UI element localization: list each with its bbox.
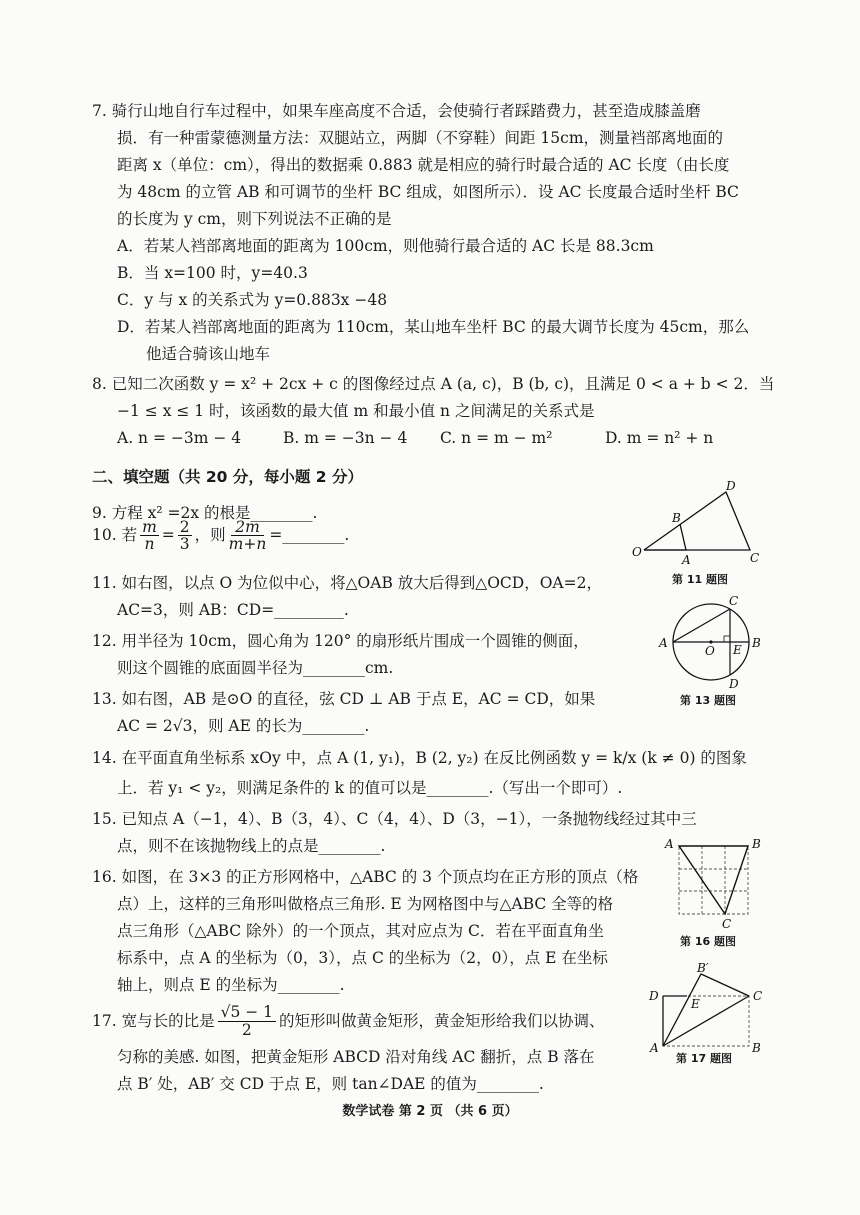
fig17-label-a: A [650,1041,659,1055]
q16-line1: 16. 如图，在 3×3 的正方形网格中，△ABC 的 3 个顶点均在正方形的顶点（格 [92,868,639,886]
q14-line1: 14. 在平面直角坐标系 xOy 中，点 A (1, y₁)，B (2, y₂) 在反比例函数 y = k/x (k ≠ 0) 的图象 [92,749,747,767]
q10-eq: = [161,525,175,544]
fig17-label-c: C [753,989,763,1003]
fig16-caption: 第 16 题图 [680,935,736,948]
q12-line1: 12. 用半径为 10cm，圆心角为 120° 的扇形纸片围成一个圆锥的侧面， [92,632,589,650]
q15-line1: 15. 已知点 A（−1，4）、B（3，4）、C（4，4）、D（3，−1），一条抛物线经过其中三 [92,810,697,828]
fig13-label-c: C [729,594,739,608]
fig17-folded-ab-prime-c [663,974,749,1046]
q10-prefix: 10. 若 [92,525,138,544]
q13-line1: 13. 如右图，AB 是⊙O 的直径，弦 CD ⊥ AB 于点 E，AC = CD，如果 [92,690,596,708]
q10-frac2 [178,519,192,552]
q11-line1: 11. 如右图，以点 O 为位似中心，将△OAB 放大后得到△OCD，OA=2， [92,574,602,592]
fig11-label-o: O [632,545,642,559]
q17-line2: 匀称的美感. 如图，把黄金矩形 ABCD 沿对角线 AC 翻折，点 B 落在 [117,1048,595,1066]
q10-frac3-num: 2m [231,519,264,536]
q17-line3: 点 B′ 处，AB′ 交 CD 于点 E，则 tan∠DAE 的值为________. [117,1075,544,1093]
fig16-grid-lines [679,846,748,914]
q16-line3: 点三角形（△ABC 除外）的一个顶点，其对应点为 C．若在平面直角坐 [117,922,604,940]
section-fill-in-header: 二、填空题（共 20 分，每小题 2 分） [92,468,363,486]
fig17-caption: 第 17 题图 [676,1052,732,1065]
fig13-label-o: O [705,644,715,658]
fig16-label-c: C [722,917,732,931]
fig13-caption: 第 13 题图 [680,694,736,707]
q10-suffix: =________. [269,525,350,544]
q7-option-c: C．y 与 x 的关系式为 y=0.883x −48 [117,291,388,309]
q17-frac-num: √5 − 1 [218,1004,276,1022]
fig13-segment-ac [673,609,730,642]
q17-prefix: 17. 宽与长的比是 [92,1011,215,1030]
q8-line1: 8. 已知二次函数 y = x² + 2cx + c 的图像经过点 A (a, c)，B (b, c)，且满足 0 < a + b < 2．当 [92,375,775,393]
q8-option-c: C. n = m − m² [440,429,553,447]
q7-option-a: A．若某人裆部离地面的距离为 100cm，则他骑行最合适的 AC 长是 88.3cm [117,237,654,255]
page-footer: 数学试卷 第 2 页 （共 6 页） [342,1104,518,1119]
fig16-label-a: A [665,837,674,851]
q16-line5: 轴上，则点 E 的坐标为________. [117,976,345,994]
figure-16-grid [660,832,770,937]
q8-option-a: A. n = −3m − 4 [117,429,242,447]
q8-option-d: D. m = n² + n [605,429,714,447]
q10-frac3 [229,519,267,552]
q17-suffix: 的矩形叫做黄金矩形，黄金矩形给我们以协调、 [279,1011,605,1030]
q10-frac1-den: n [144,534,155,553]
q11-line2: AC=3，则 AB：CD=_________. [117,601,349,619]
q7-option-d-line1: D．若某人裆部离地面的距离为 110cm，某山地车坐杆 BC 的最大调节长度为 45cm，那么 [117,318,750,336]
q10-mid: ，则 [194,525,226,544]
fig11-triangle-ocd [644,492,750,550]
q17-frac-den: 2 [241,1020,252,1039]
q7-option-b: B．当 x=100 时，y=40.3 [117,264,308,282]
q15-line2: 点，则不在该抛物线上的点是________. [117,837,386,855]
fig13-label-d: D [729,677,739,691]
q8-line2: −1 ≤ x ≤ 1 时，该函数的最大值 m 和最小值 n 之间满足的关系式是 [117,402,595,420]
fig17-label-d: D [649,989,659,1003]
figure-17-golden-rectangle [645,960,770,1055]
fig17-label-e: E [691,997,700,1011]
q8-option-b: B. m = −3n − 4 [283,429,408,447]
fig11-label-d: D [726,480,736,493]
q10-frac1 [140,519,159,552]
fig11-caption: 第 11 题图 [672,573,728,586]
q7-option-d-line2: 他适合骑该山地车 [146,345,271,363]
q7-line5: 的长度为 y cm，则下列说法不正确的是 [117,210,392,228]
fig13-label-b: B [752,636,761,650]
q17-frac [218,1004,276,1039]
fig17-label-b: B [752,1041,761,1055]
fig13-label-e: E [733,643,742,657]
q9: 9. 方程 x² =2x 的根是________. [92,504,318,522]
fig13-label-a: A [659,636,668,650]
q16-line2: 点）上，这样的三角形叫做格点三角形. E 为网格图中与△ABC 全等的格 [117,895,614,913]
q10-frac2-num: 2 [179,517,190,536]
fig16-label-b: B [752,837,761,851]
q10-frac1-num: m [142,517,157,536]
fig16-triangle-abc [679,846,748,914]
figure-13-circle [655,592,770,692]
q7-line1: 7. 骑行山地自行车过程中，如果车座高度不合适，会使骑行者踩踏费力，甚至造成膝盖磨 [92,102,701,120]
q10-frac3-den: m+n [228,534,267,553]
fig13-right-angle [724,636,730,642]
fig11-label-a: A [682,553,691,567]
q7-line3: 距离 x（单位：cm），得出的数据乘 0.883 就是相应的骑行时最合适的 AC 长度（由长度 [117,156,730,174]
fig11-label-b: B [672,511,681,525]
q16-line4: 标系中，点 A 的坐标为（0，3），点 C 的坐标为（2，0），点 E 在坐标 [117,949,608,967]
fig16-grid-border [679,846,748,914]
q14-line2: 上．若 y₁ < y₂，则满足条件的 k 的值可以是________.（写出一个即可）. [117,779,623,797]
q13-line2: AC = 2√3，则 AE 的长为________. [117,717,370,735]
q10 [92,515,349,555]
figure-11-triangles [630,480,770,580]
fig17-label-b-prime: B′ [697,961,709,975]
fig11-label-c: C [750,551,760,565]
q12-line2: 则这个圆锥的底面圆半径为________cm. [117,659,394,677]
q17-line1 [92,1000,605,1042]
q7-line2: 损．有一种雷蒙德测量方法：双腿站立，两脚（不穿鞋）间距 15cm，测量裆部离地面的 [117,129,724,147]
q7-line4: 为 48cm 的立管 AB 和可调节的坐杆 BC 组成，如图所示）．设 AC 长度最合适时坐杆 BC [117,183,739,201]
q10-frac2-den: 3 [179,534,190,553]
